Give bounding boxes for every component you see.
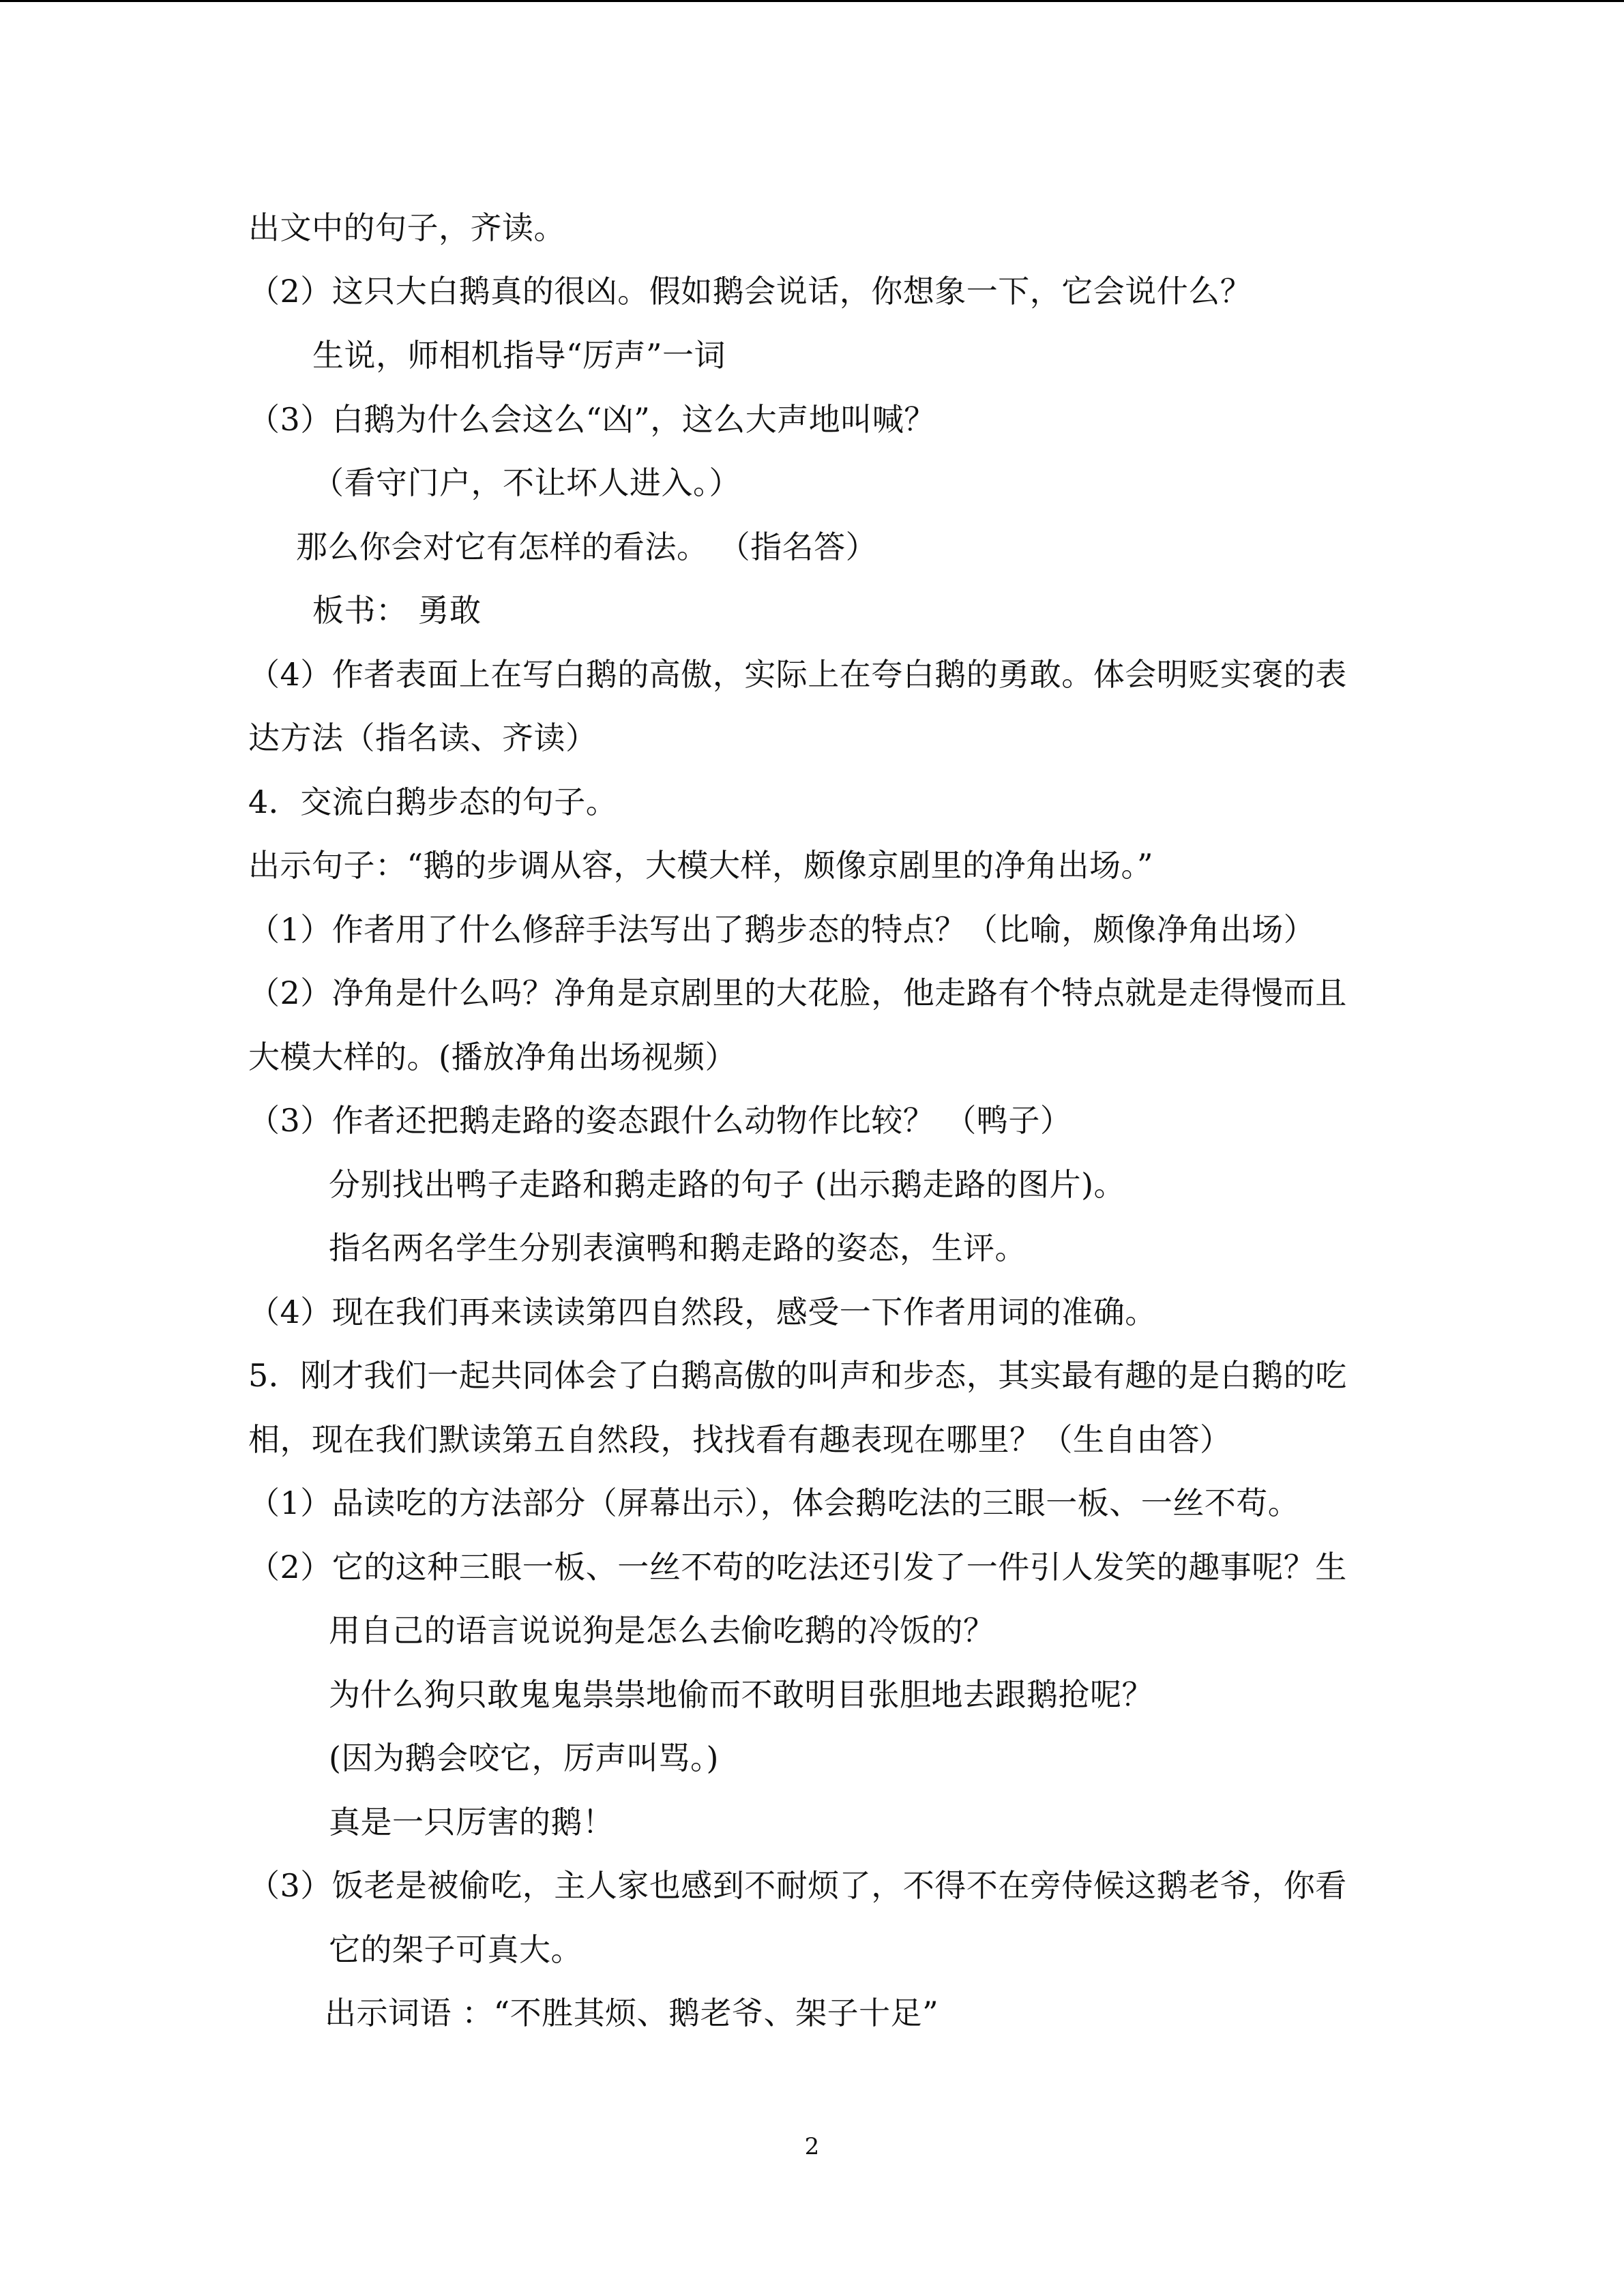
- text-line: （4）作者表面上在写白鹅的高傲，实际上在夸白鹅的勇敢。体会明贬实褒的表: [248, 656, 1347, 693]
- text-line: 出示句子：“鹅的步调从容，大模大样，颇像京剧里的净角出场。”: [248, 847, 1154, 884]
- text-line: 为什么狗只敢鬼鬼祟祟地偷而不敢明目张胆地去跟鹅抢呢？: [329, 1676, 1153, 1713]
- text-line: 4．交流白鹅步态的句子。: [248, 784, 618, 820]
- text-line: （2）净角是什么吗？净角是京剧里的大花脸，他走路有个特点就是走得慢而且: [248, 974, 1347, 1011]
- text-line: 5．刚才我们一起共同体会了白鹅高傲的叫声和步态，其实最有趣的是白鹅的吃: [248, 1357, 1347, 1394]
- text-line: （3）作者还把鹅走路的姿态跟什么动物作比较？ （鸭子）: [248, 1102, 1072, 1139]
- text-line: （2）它的这种三眼一板、一丝不苟的吃法还引发了一件引人发笑的趣事呢？生: [248, 1549, 1347, 1585]
- text-line: （4）现在我们再来读读第四自然段，感受一下作者用词的准确。: [248, 1294, 1157, 1330]
- text-line: 那么你会对它有怎样的看法。 （指名答）: [296, 528, 878, 565]
- text-line: 相，现在我们默读第五自然段，找找看有趣表现在哪里？（生自由答）: [248, 1421, 1232, 1458]
- text-line: 它的架子可真大。: [329, 1931, 582, 1968]
- text-line: 分别找出鸭子走路和鹅走路的句子 (出示鹅走路的图片)。: [329, 1166, 1126, 1203]
- text-line: 大模大样的。(播放净角出场视频）: [248, 1039, 737, 1075]
- text-line: 生说，师相机指导“厉声”一词: [312, 337, 726, 374]
- text-line: 真是一只厉害的鹅！: [329, 1804, 615, 1840]
- text-line: 达方法（指名读、齐读）: [248, 719, 597, 756]
- text-line: （2）这只大白鹅真的很凶。假如鹅会说话，你想象一下，它会说什么？: [248, 273, 1252, 310]
- text-line: 出文中的句子，齐读。: [248, 209, 565, 246]
- text-line: （3）饭老是被偷吃，主人家也感到不耐烦了，不得不在旁侍候这鹅老爷，你看: [248, 1867, 1347, 1904]
- text-line: （1）作者用了什么修辞手法写出了鹅步态的特点？（比喻，颇像净角出场）: [248, 911, 1316, 948]
- text-line: 用自己的语言说说狗是怎么去偷吃鹅的冷饭的？: [329, 1612, 995, 1649]
- text-line: （3）白鹅为什么会这么“凶”，这么大声地叫喊？: [248, 401, 936, 438]
- text-line: （看守门户，不让坏人进入。）: [312, 464, 741, 501]
- text-line: (因为鹅会咬它，厉声叫骂。): [329, 1740, 719, 1776]
- text-line: 板书： 勇敢: [312, 592, 482, 629]
- text-line: （1）品读吃的方法部分（屏幕出示），体会鹅吃法的三眼一板、一丝不苟。: [248, 1485, 1300, 1521]
- page-number: 2: [804, 2133, 820, 2160]
- text-line: 指名两名学生分别表演鸭和鹅走路的姿态，生评。: [329, 1229, 1027, 1266]
- text-line: 出示词语 ：“不胜其烦、鹅老爷、架子十足”: [325, 1995, 939, 2031]
